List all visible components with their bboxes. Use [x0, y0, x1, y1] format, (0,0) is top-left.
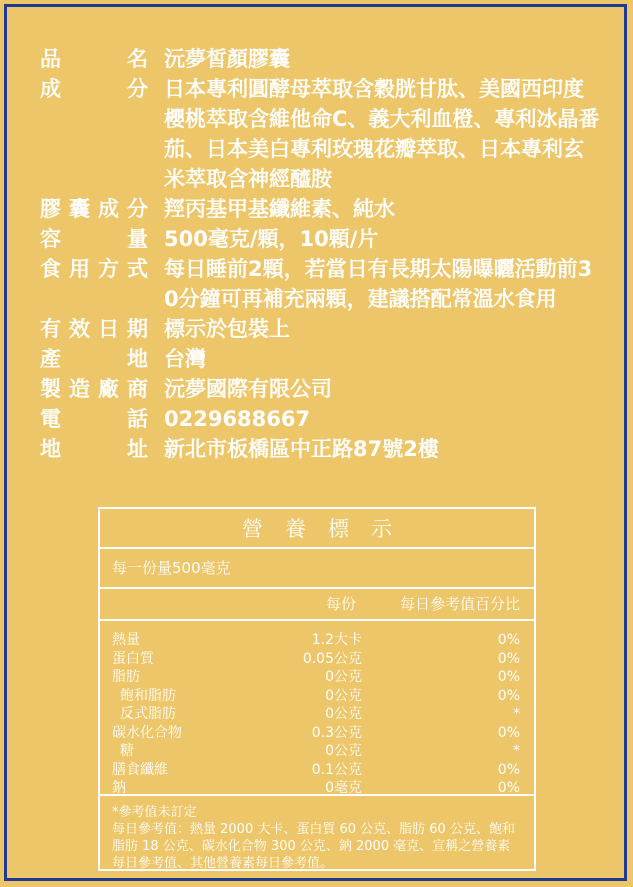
daily-percent-header: 每日參考值百分比 [399, 595, 520, 613]
spec-label: 食 用 方 式 [40, 257, 148, 281]
nutrient-pct: * [513, 706, 520, 722]
spec-label: 成 分 [40, 77, 148, 101]
spec-label: 膠 囊 成 分 [40, 197, 148, 221]
spec-value: 每日睡前2顆，若當日有長期太陽曝曬活動前30分鐘可再補充兩顆，建議搭配常溫水食用 [164, 257, 593, 311]
nutrition-row [112, 724, 520, 743]
nutrient-qty: 0公克 [325, 687, 362, 704]
nutrient-qty: 0公克 [325, 706, 362, 722]
spec-row [40, 194, 600, 224]
nutrient-name: 蛋白質 [112, 650, 154, 667]
spec-value: 台灣 [164, 347, 206, 371]
spec-label: 容 量 [40, 227, 148, 251]
nutrient-pct: 0% [497, 632, 520, 648]
spec-value: 羥丙基甲基纖維素、純水 [164, 197, 395, 221]
nutrition-title: 營養標示 [100, 509, 534, 549]
spec-row [40, 224, 600, 254]
nutrient-qty: 0公克 [325, 669, 362, 685]
nutrient-name: 熱量 [112, 632, 140, 648]
spec-value: 沅夢皙顏膠囊 [164, 47, 290, 71]
spec-label: 地 址 [40, 437, 148, 461]
spec-row [40, 344, 600, 374]
nutrient-qty: 0毫克 [325, 780, 362, 796]
nutrient-pct: 0% [497, 650, 520, 667]
spec-label: 有 效 日 期 [40, 317, 148, 341]
spec-label: 電 話 [40, 407, 148, 431]
nutrition-table [98, 507, 536, 871]
spec-value: 新北市板橋區中正路87號2樓 [164, 437, 439, 461]
nutrition-header [100, 589, 534, 621]
nutrition-rows [100, 621, 534, 796]
nutrient-name: 碳水化合物 [112, 724, 182, 741]
nutrition-row [112, 742, 520, 761]
nutrient-name: 脂肪 [112, 669, 140, 685]
spec-row [40, 404, 600, 434]
spec-value: 0229688667 [164, 407, 311, 431]
nutrition-row [112, 631, 520, 650]
footnote-not-set: *參考值未訂定 [112, 805, 197, 820]
spec-label: 製 造 廠 商 [40, 377, 148, 401]
serving-size: 每一份量500毫克 [100, 549, 534, 589]
nutrition-row [112, 687, 520, 706]
spec-value: 沅夢國際有限公司 [164, 377, 332, 401]
nutrient-pct: * [513, 743, 520, 759]
nutrition-footnote [100, 796, 534, 880]
per-serving-header: 每份 [326, 595, 357, 613]
nutrient-qty: 0公克 [325, 743, 362, 759]
nutrient-qty: 0.3公克 [311, 724, 362, 741]
spec-label: 產 地 [40, 347, 148, 371]
spec-row [40, 374, 600, 404]
spec-row [40, 254, 600, 314]
spec-value: 500毫克/顆，10顆/片 [164, 227, 379, 251]
spec-row [40, 314, 600, 344]
nutrient-name: 糖 [120, 743, 134, 759]
nutrient-qty: 0.1公克 [311, 761, 362, 778]
nutrient-qty: 1.2大卡 [311, 632, 362, 648]
spec-row [40, 44, 600, 74]
spec-label: 品 名 [40, 47, 148, 71]
nutrient-pct: 0% [497, 687, 520, 704]
nutrient-pct: 0% [497, 780, 520, 796]
nutrient-pct: 0% [497, 724, 520, 741]
nutrient-pct: 0% [497, 761, 520, 778]
nutrient-qty: 0.05公克 [302, 650, 362, 667]
spec-value: 標示於包裝上 [164, 317, 290, 341]
spec-row [40, 74, 600, 194]
nutrient-name: 鈉 [112, 780, 126, 796]
product-spec [40, 44, 600, 464]
nutrition-row [112, 668, 520, 687]
spec-row [40, 434, 600, 464]
nutrition-row [112, 779, 520, 798]
nutrition-row [112, 761, 520, 780]
nutrition-row [112, 705, 520, 724]
footnote-daily-values: 每日參考值：熱量 2000 大卡、蛋白質 60 公克、脂肪 60 公克、飽和脂肪 18 公克、碳水化合物 300 公克、鈉 2000 毫克、宣稱之營養素每日參考值、其他營養素每日參考值。 [112, 822, 515, 871]
nutrient-pct: 0% [497, 669, 520, 685]
spec-value: 日本專利圓酵母萃取含穀胱甘肽、美國西印度櫻桃萃取含維他命C、義大利血橙、專利冰晶番茄、日本美白專利玫瑰花瓣萃取、日本專利玄米萃取含神經醯胺 [164, 77, 600, 191]
nutrient-name: 膳食纖維 [112, 761, 168, 778]
nutrient-name: 飽和脂肪 [120, 687, 176, 704]
nutrient-name: 反式脂肪 [120, 706, 176, 722]
nutrition-row [112, 650, 520, 669]
